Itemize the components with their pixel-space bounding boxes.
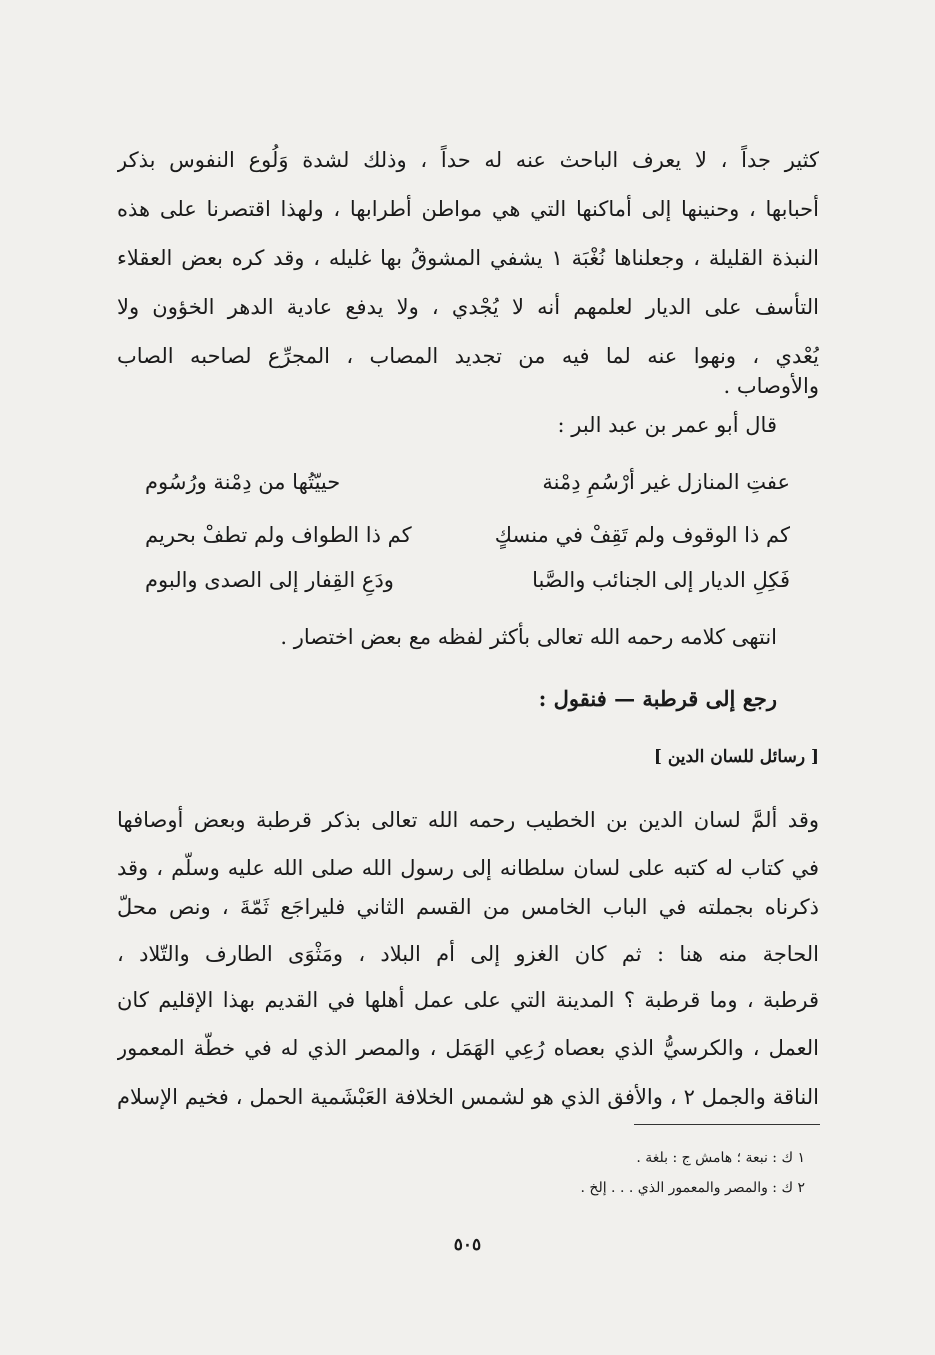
paragraph2-line-3: ذكرناه بجملته في الباب الخامس من القسم الثاني فليراجَع ثَمّةَ ، ونص محلّ: [117, 895, 819, 919]
paragraph1-line-4: التأسف على الديار لعلمهم أنه لا يُجْدي ، ولا يدفع عادية الدهر الخؤون ولا: [117, 295, 819, 319]
verse-3: [145, 560, 790, 600]
paragraph1-line-1: كثير جداً ، لا يعرف الباحث عنه له حداً ، وذلك لشدة وَلُوع النفوس بذكر: [117, 148, 819, 172]
footnote-1: ١ ك : نبعة ؛ هامش ج : بلغة .: [636, 1150, 805, 1166]
paragraph1-line-6: والأوصاب .: [723, 374, 819, 398]
paragraph1-line-5: يُعْدي ، ونهوا عنه لما فيه من تجديد المصاب ، المجرِّع لصاحبه الصاب: [117, 344, 819, 368]
paragraph1-line-2: أحبابها ، وحنينها إلى أماكنها التي هي مواطن أطرابها ، ولهذا اقتصرنا على هذه: [117, 197, 819, 221]
verse-3-first-hemistich: فَكِلِ الديار إلى الجنائب والصَّبا: [532, 568, 790, 592]
paragraph2-line-7: الناقة والجمل ٢ ، والأفق الذي هو لشمس الخلافة العَبْشَمية الحمل ، فخيم الإسلام: [117, 1085, 819, 1109]
closing-line: انتهى كلامه رحمه الله تعالى بأكثر لفظه مع بعض اختصار .: [280, 625, 777, 649]
paragraph2-line-4: الحاجة منه هنا : ثم كان الغزو إلى أم البلاد ، ومَثْوَى الطارف والتّلاد ،: [117, 942, 819, 966]
verse-2-first-hemistich: كم ذا الوقوف ولم تَقِفْ في منسكٍ: [494, 523, 790, 547]
verse-2: [145, 515, 790, 555]
return-heading: رجع إلى قرطبة — فنقول :: [538, 686, 777, 711]
verse-2-second-hemistich: كم ذا الطواف ولم تطفْ بحريم: [145, 523, 412, 547]
footnote-separator: [634, 1124, 820, 1125]
verse-3-second-hemistich: ودَعِ القِفار إلى الصدى والبوم: [145, 568, 394, 592]
page-number: ٥٠٥: [453, 1235, 482, 1255]
footnote-2: ٢ ك : والمصر والمعمور الذي . . . إلخ .: [580, 1180, 805, 1196]
section-title: [ رسائل للسان الدين ]: [653, 747, 819, 767]
verse-1-second-hemistich: حييّتُها من دِمْنة ورُسُوم: [145, 470, 341, 494]
paragraph2-line-2: في كتاب له كتبه على لسان سلطانه إلى رسول الله صلى الله عليه وسلّم ، وقد: [117, 856, 819, 880]
poem-intro: قال أبو عمر بن عبد البر :: [557, 413, 777, 437]
paragraph2-line-5: قرطبة ، وما قرطبة ؟ المدينة التي على عمل أهلها في القديم بهذا الإقليم كان: [117, 988, 819, 1012]
paragraph2-line-1: وقد ألمَّ لسان الدين بن الخطيب رحمه الله تعالى بذكر قرطبة وبعض أوصافها: [117, 808, 819, 832]
paragraph2-line-6: العمل ، والكرسيُّ الذي بعصاه رُعِي الهَمَل ، والمصر الذي له في خطّة المعمور: [117, 1036, 819, 1060]
verse-1-first-hemistich: عفتِ المنازل غير أرْسُمِ دِمْنة: [542, 470, 790, 494]
paragraph1-line-3: النبذة القليلة ، وجعلناها نُغْبَة ١ يشفي المشوقُ بها غليله ، وقد كره بعض العقلاء: [117, 246, 819, 270]
verse-1: [145, 462, 790, 502]
